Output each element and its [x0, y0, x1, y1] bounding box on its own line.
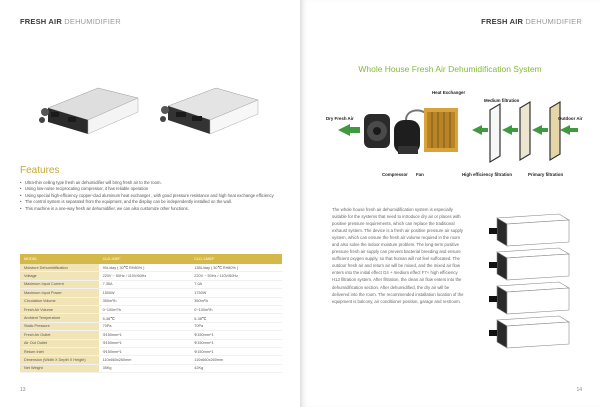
row-label: Static Pressure	[20, 322, 99, 330]
cell-value: 350m³/h	[190, 297, 282, 305]
system-description: The whole house fresh air dehumidification system is especially suitable for the systems that need to introduce dry air or places with positive pressure requirements, which can replace the traditional exhaust system. The device is a fresh air positive pressure air supply system, which can ensure the fresh air volume required in the room and also solve the indoor moisture problem. The long-term positive pressure fresh air supply can prevent bacterial breeding and ensure sufficient oxygen supply, so that human will not feel suffocated. The outdoor fresh air and return air will be mixed, and the mixed air flow enters into the initial effect G4 + medium effect F7+ high efficiency H13 filtration system. After filtration, the clean air flow enters into the dehumidification section. After dehumidified, the dry air will be delivered into the room. The recommended installation location of the equipment is balcony, air conditioner position, garage and restroom.	[332, 207, 464, 304]
label-medium-filtration: Medium filtration	[484, 98, 520, 103]
cell-value: 220V ~ 50Hz / 110V/60Hz	[99, 272, 191, 280]
product-image-unit-1	[38, 82, 143, 140]
label-dry-fresh-air: Dry Fresh Air	[326, 116, 354, 121]
row-label: Net Weight	[20, 364, 99, 372]
cell-value: Φ150mm*1	[99, 347, 191, 355]
compressor-icon	[394, 110, 428, 154]
feature-item: • Using special high-efficiency copper-clad aluminum heat exchanger , with good pressure resistance and high heat exchange efficiency	[20, 193, 282, 199]
header-brand: FRESH AIR	[481, 17, 524, 26]
spec-table-header	[20, 254, 282, 264]
header-product: DEHUMIDIFIER	[64, 17, 121, 26]
high-efficiency-filter-icon	[490, 104, 500, 162]
header-product: DEHUMIDIFIER	[525, 17, 582, 26]
row-label: Air Out Outlet	[20, 339, 99, 347]
cell-value: 7.35A	[99, 280, 191, 288]
feature-item: • This machine is a one-way fresh air dehumidifier, we can also customize other functions.	[20, 206, 282, 212]
label-high-efficiency-filtration: High efficiency filtration	[462, 172, 513, 177]
cell-value: 1750W	[190, 289, 282, 297]
air-flow-arrow-icon	[532, 125, 548, 135]
cell-value: 110x660x260mm	[190, 356, 282, 364]
row-label: Voltage	[20, 272, 99, 280]
column-header: CLD-138EF	[190, 254, 282, 264]
cell-value: 5-38℃	[99, 314, 191, 322]
row-label: Return Inlet	[20, 347, 99, 355]
header-right	[481, 17, 582, 26]
label-primary-filtration: Primary filtration	[528, 172, 564, 177]
table-row	[20, 356, 282, 364]
features-title: Features	[20, 165, 60, 176]
cell-value: 1500W	[99, 289, 191, 297]
label-compressor: Compressor	[382, 172, 408, 177]
cell-value: 70Pa	[99, 322, 191, 330]
air-flow-arrow-icon	[472, 125, 488, 135]
row-label: Moisture Dehumidification	[20, 264, 99, 272]
row-label: Dimension (Width X Depth X Height)	[20, 356, 99, 364]
spec-table	[20, 254, 282, 373]
header-brand: FRESH AIR	[20, 17, 62, 26]
feature-list	[20, 180, 282, 212]
cell-value: 0~100m³/h	[99, 305, 191, 313]
air-flow-arrow-icon	[502, 125, 518, 135]
cell-value: 70Pa	[190, 322, 282, 330]
system-diagram	[324, 86, 586, 194]
air-flow-arrow-icon	[338, 124, 360, 136]
label-fan: Fan	[416, 172, 424, 177]
cell-value: 42Kg	[190, 364, 282, 372]
fan-icon	[364, 114, 390, 148]
cell-value: 5-38℃	[190, 314, 282, 322]
label-outdoor-air: Outdoor Air	[558, 116, 583, 121]
cell-value: 110x660x260mm	[99, 356, 191, 364]
heat-exchanger-icon	[424, 108, 458, 152]
table-row	[20, 280, 282, 288]
stacked-units-image	[485, 212, 577, 364]
cell-value: Φ150mm*1	[99, 339, 191, 347]
table-row	[20, 322, 282, 330]
primary-filter-icon	[550, 102, 560, 160]
cell-value: 0~100m³/h	[190, 305, 282, 313]
column-header: MODEL	[20, 254, 99, 264]
row-label: Maximum Input Current	[20, 280, 99, 288]
row-label: Fresh Air Volume	[20, 305, 99, 313]
cell-value: Φ150mm*1	[99, 331, 191, 339]
row-label: Circulation Volume	[20, 297, 99, 305]
label-heat-exchanger: Heat Exchanger	[432, 90, 466, 95]
feature-item: • The control system is separated from the equipment, and the display can be independently installed on the wall.	[20, 199, 282, 205]
row-label: Fresh Air Outlet	[20, 331, 99, 339]
right-page	[300, 0, 600, 407]
cell-value: 220V ~ 50Hz / 110V/60Hz	[190, 272, 282, 280]
medium-filter-icon	[520, 102, 530, 160]
row-label: Ambient Temperature	[20, 314, 99, 322]
cell-value: Φ150mm*1	[190, 339, 282, 347]
system-title: Whole House Fresh Air Dehumidification System	[358, 64, 542, 74]
table-row	[20, 331, 282, 339]
table-row	[20, 347, 282, 355]
page-number-left: 13	[20, 387, 26, 393]
cell-value: 7.0A	[190, 280, 282, 288]
cell-value: 138L/day ( 30℃ RH80% )	[190, 264, 282, 272]
page-number-right: 14	[576, 387, 582, 393]
table-row	[20, 339, 282, 347]
cell-value: 350m³/h	[99, 297, 191, 305]
feature-item: • Ultra-thin ceiling type fresh air dehumidifier will bring fresh air to the room.	[20, 180, 282, 186]
cell-value: 35Kg	[99, 364, 191, 372]
table-row	[20, 289, 282, 297]
table-row	[20, 264, 282, 272]
feature-item: • Using low-noise reciprocating compressor, it has reliable operation	[20, 186, 282, 192]
header-left	[20, 17, 121, 26]
cell-value: Φ150mm*1	[190, 331, 282, 339]
cell-value: Φ150mm*1	[190, 347, 282, 355]
table-row	[20, 314, 282, 322]
cell-value: 90L/day ( 30℃ RH80% )	[99, 264, 191, 272]
table-row	[20, 297, 282, 305]
product-image-unit-2	[158, 82, 263, 140]
air-flow-arrow-icon	[560, 125, 578, 135]
table-row	[20, 305, 282, 313]
table-row	[20, 272, 282, 280]
row-label: Maximum Input Power	[20, 289, 99, 297]
table-row	[20, 364, 282, 372]
column-header: CLD-90EF	[99, 254, 191, 264]
